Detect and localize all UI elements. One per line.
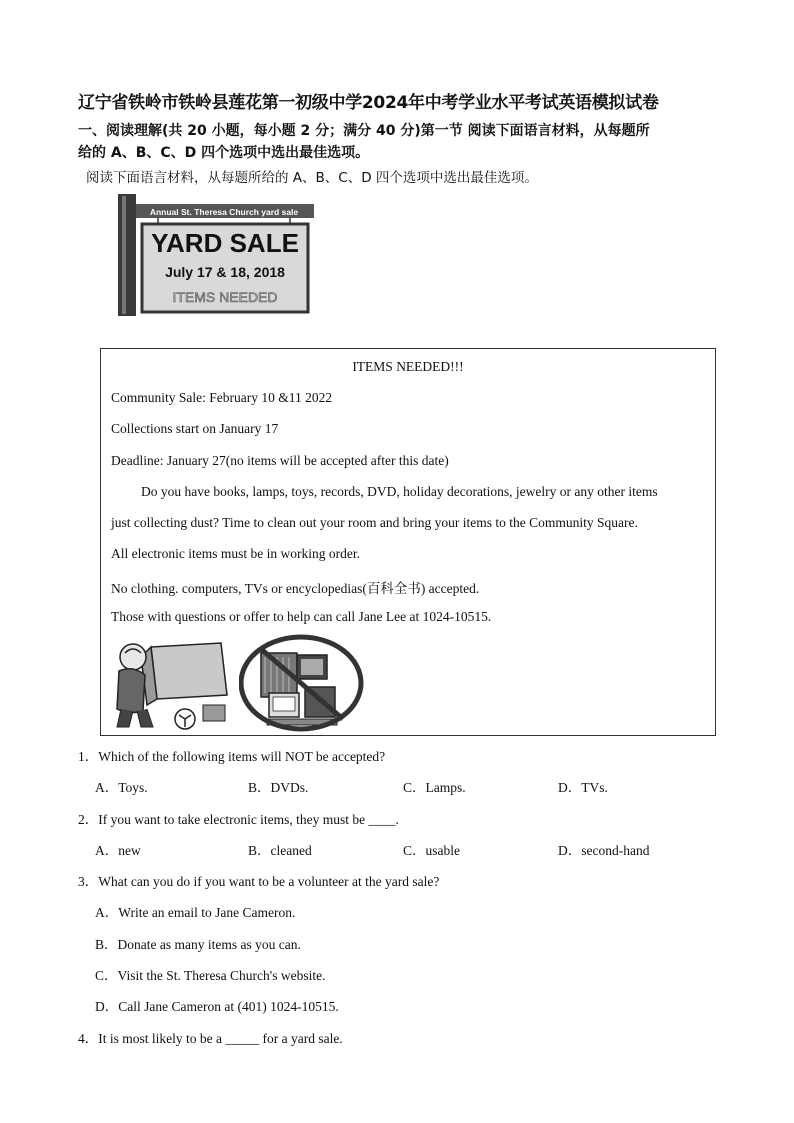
- items-needed-notice: [100, 348, 716, 736]
- reading-instruction: 阅读下面语言材料，从每题所给的 A、B、C、D 四个选项中选出最佳选项。: [86, 170, 538, 186]
- sign-headline: YARD SALE: [151, 228, 299, 258]
- question-3-stem: 3．What can you do if you want to be a volunteer at the yard sale?: [78, 874, 440, 889]
- no-electronics-image: [239, 633, 367, 733]
- question-2-option-a[interactable]: A．new: [95, 843, 141, 858]
- question-1-option-a[interactable]: A．Toys.: [95, 780, 148, 795]
- notice-heading: ITEMS NEEDED!!!: [352, 359, 464, 374]
- question-2-option-b[interactable]: B．cleaned: [248, 843, 312, 858]
- notice-body-line-2: just collecting dust? Time to clean out your room and bring your items to the Community Square.: [111, 515, 638, 530]
- question-1-option-d[interactable]: D．TVs.: [558, 780, 608, 795]
- question-3-option-d[interactable]: D．Call Jane Cameron at (401) 1024-10515.: [95, 999, 339, 1014]
- question-3-option-b[interactable]: B．Donate as many items as you can.: [95, 937, 301, 952]
- question-1-stem: 1．Which of the following items will NOT be accepted?: [78, 749, 386, 764]
- person-carrying-box-image: [111, 635, 235, 731]
- sign-post: [118, 194, 136, 316]
- sign-note: ITEMS NEEDED: [172, 289, 278, 305]
- notice-deadline: Deadline: January 27(no items will be accepted after this date): [111, 453, 449, 468]
- notice-body-line-1: Do you have books, lamps, toys, records, DVD, holiday decorations, jewelry or any other items: [141, 484, 658, 499]
- question-4-stem: 4．It is most likely to be a _____ for a yard sale.: [78, 1031, 343, 1046]
- question-2-option-d[interactable]: D．second-hand: [558, 843, 650, 858]
- question-2-option-c[interactable]: C．usable: [403, 843, 460, 858]
- notice-electronics-rule: All electronic items must be in working order.: [111, 546, 360, 561]
- notice-sale-date: Community Sale: February 10 &11 2022: [111, 390, 333, 405]
- yard-sale-sign-image: [104, 190, 316, 318]
- sign-date: July 17 & 18, 2018: [165, 264, 285, 280]
- question-3-option-c[interactable]: C．Visit the St. Theresa Church's website.: [95, 968, 326, 983]
- question-3-option-a[interactable]: A．Write an email to Jane Cameron.: [95, 905, 296, 920]
- notice-collections: Collections start on January 17: [111, 421, 279, 436]
- section-heading-line-2: 给的 A、B、C、D 四个选项中选出最佳选项。: [78, 145, 370, 161]
- notice-not-accepted: No clothing. computers, TVs or encyclopedias(百科全书) accepted.: [111, 581, 480, 596]
- question-1-option-b[interactable]: B．DVDs.: [248, 780, 309, 795]
- question-2-stem: 2．If you want to take electronic items, they must be ____.: [78, 812, 399, 827]
- section-heading: [78, 120, 720, 164]
- question-1-option-c[interactable]: C．Lamps.: [403, 780, 466, 795]
- exam-title: 辽宁省铁岭市铁岭县莲花第一初级中学2024年中考学业水平考试英语模拟试卷: [78, 93, 659, 113]
- notice-contact: Those with questions or offer to help can call Jane Lee at 1024-10515.: [111, 609, 492, 624]
- section-heading-line-1: 一、阅读理解(共 20 小题，每小题 2 分；满分 40 分)第一节 阅读下面语言材料，从每题所: [78, 123, 650, 139]
- sign-banner-text: Annual St. Theresa Church yard sale: [149, 207, 299, 217]
